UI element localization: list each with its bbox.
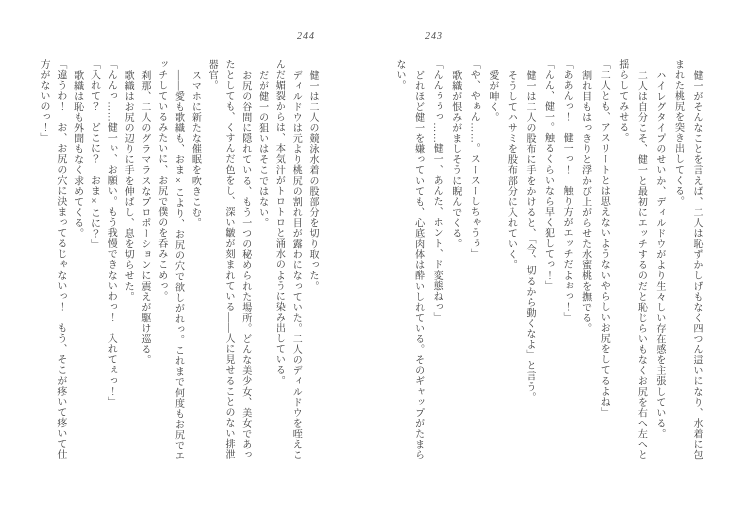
text-column: 刹那、二人のグラマラスなプロポーションに震えが駆け巡る。 xyxy=(138,69,150,365)
text-column: ディルドウは元より桃尻の割れ目が露わになっていた。二人のディルドウを咥えこ xyxy=(290,69,302,460)
text-column: 健一は二人の競泳水着の股部分を切り取った。 xyxy=(307,69,318,292)
text-column: 健一がそんなことを言えば、二人は恥ずかしげもなく四つん這いになり、水着に包 xyxy=(691,69,702,460)
text-column: 割れ目もはっきりと浮かび上がらせた水蜜桃を撫でる。 xyxy=(579,69,591,334)
text-column: たとしても、くすんだ色をし、深い皺が刻まれている――人に見せることのない排泄 xyxy=(222,59,234,460)
text-column: 「んんっ……健一ぃ、お願い。もう我慢できないわっ！ 入れてぇっ！」 xyxy=(105,59,117,408)
text-column: 健一は二人の股布に手をかけると、「今、切るから動くなよ」と言う。 xyxy=(523,69,535,403)
text-column: 「二人とも、アスリートとは思えないようないやらしいお尻をしてるよね」 xyxy=(598,59,610,418)
text-column: ない。 xyxy=(394,59,405,91)
page-243-text xyxy=(394,59,702,475)
text-column: そうしてハサミを股布部分に入れていく。 xyxy=(505,69,517,270)
page-244-text xyxy=(38,59,318,475)
text-column: 方がないのっ！」 xyxy=(38,59,49,144)
text-column: んだ媚裂からは、本気汁がトロトロと涌水のように染み出している。 xyxy=(273,59,285,387)
text-column: どれほど健一を嫌っていても、心底肉体は酔いしれている。そのギャップがたまら xyxy=(412,69,424,460)
text-column: ――愛も歌織も、おま×こより、お尻の穴で欲しがれっ。これまで何度もお尻でエ xyxy=(172,69,184,461)
text-column: ハイレグタイプのせいか、ディルドウがより生々しい存在感を主張している。 xyxy=(653,69,665,439)
text-column: ッチしているみたいに、お尻で僕のを呑みこめっ。 xyxy=(155,59,167,302)
page-number-left: 244 xyxy=(297,31,315,42)
text-column: 「違うわ！ お、お尻の穴に決まってるじゃないっ！ もう、そこが疼いて疼いて仕 xyxy=(54,59,66,460)
text-column: 器官。 xyxy=(206,59,218,91)
text-column: 歌織が恨みがましそうに睨んでくる。 xyxy=(449,69,461,249)
text-column: 歌織は恥も外聞もなく求めてくる。 xyxy=(71,69,83,239)
text-column: 「入れて？ どこに？ おま×こに？」 xyxy=(88,59,100,250)
text-column: 「んんぅぅっ……健一、あんた、ホント、ド変態ねっ」 xyxy=(431,59,443,323)
page-number-right: 243 xyxy=(425,31,443,42)
text-column: 愛が呻く。 xyxy=(486,69,498,123)
text-column: スマホに新たな催眠を吹きこむ。 xyxy=(189,69,201,228)
text-column: 揺らしてみせる。 xyxy=(616,59,628,144)
text-column: 「んん、健一。触るくらいなら早く犯してっ！」 xyxy=(542,59,554,292)
text-column: まれた桃尻を突き出してくる。 xyxy=(672,59,684,207)
text-column: 「ああんっ！ 健一っ！ 触り方がエッチだよぉっ！」 xyxy=(561,59,573,323)
text-column: 「や、やぁん……。スースーしちゃうぅ」 xyxy=(468,59,480,260)
text-column: 二人は自分こそ、健一と最初にエッチするのだと恥じらいもなくお尻を右へ左へと xyxy=(635,69,647,460)
text-column: 歌織はお尻の辺りに手を伸ばし、息を切らせた。 xyxy=(122,69,134,302)
text-column: だが健一の狙いはそこではない。 xyxy=(256,69,268,228)
text-column: お尻の谷間に隠れている、もう一つの秘められた場所。どんな美少女、美女であっ xyxy=(239,69,251,460)
